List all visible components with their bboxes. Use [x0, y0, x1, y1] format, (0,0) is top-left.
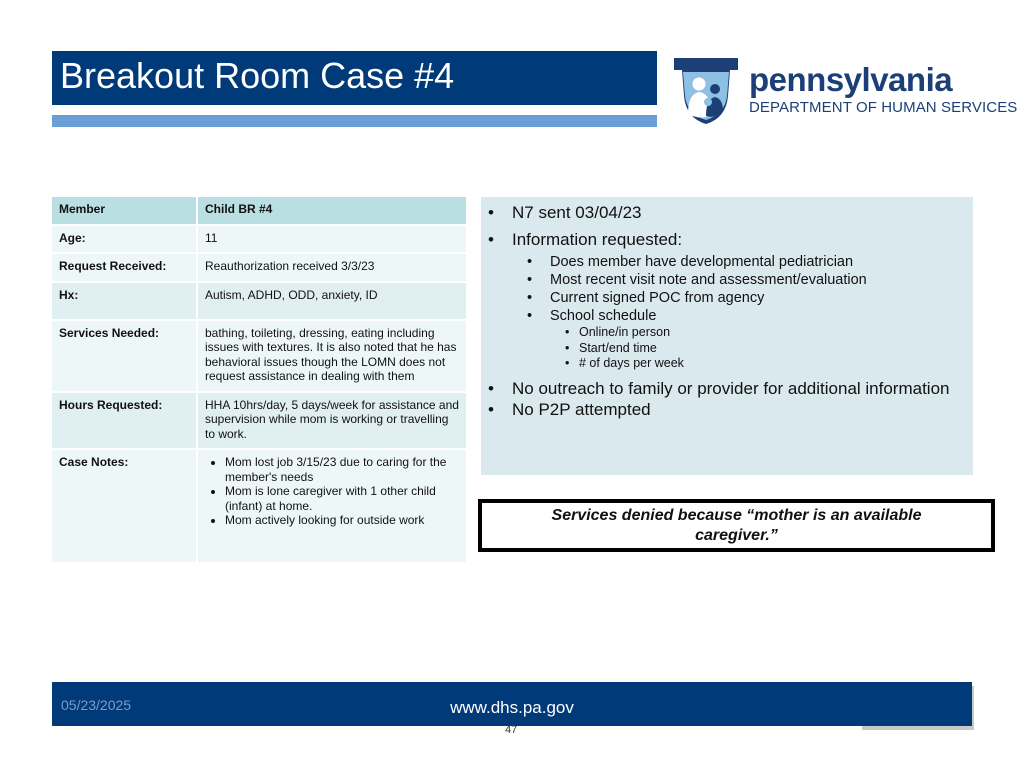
list-item: • # of days per week — [481, 356, 973, 372]
table-row-services-needed — [52, 320, 467, 392]
table-header-row — [52, 197, 467, 225]
row-key: Age: — [52, 225, 197, 254]
list-item: • Mom actively looking for outside work — [225, 513, 459, 528]
row-value: Autism, ADHD, ODD, anxiety, ID — [197, 282, 467, 320]
list-item: • No P2P attempted — [481, 399, 973, 420]
list-item: • No outreach to family or provider for additional information — [481, 378, 973, 399]
member-key: Member — [52, 197, 197, 225]
footer-date: 05/23/2025 — [61, 697, 132, 713]
row-value: 11 — [197, 225, 467, 254]
logo-wordmark: pennsylvania — [749, 61, 953, 98]
table-row-age — [52, 225, 467, 254]
list-item: • Start/end time — [481, 341, 973, 357]
information-panel — [481, 197, 973, 475]
table-row-hours-requested — [52, 392, 467, 450]
member-value: Child BR #4 — [197, 197, 467, 225]
case-notes-list — [205, 455, 459, 528]
denial-callout — [478, 499, 995, 552]
row-value: HHA 10hrs/day, 5 days/week for assistance and supervision while mom is working or travelling to work. — [197, 392, 467, 450]
title-bar — [52, 51, 657, 105]
table-row-case-notes — [52, 449, 467, 563]
table-row-hx — [52, 282, 467, 320]
list-item: • Information requested: — [481, 229, 973, 250]
footer-bar — [52, 682, 972, 726]
case-details-table — [52, 197, 468, 564]
schedule-items-list — [481, 325, 973, 372]
row-key: Hx: — [52, 282, 197, 320]
case-notes-cell — [197, 449, 467, 563]
list-item: • Does member have developmental pediatrician — [481, 253, 973, 271]
row-key: Request Received: — [52, 253, 197, 282]
list-item: • Current signed POC from agency — [481, 289, 973, 307]
list-item: • Mom is lone caregiver with 1 other child (infant) at home. — [225, 484, 459, 513]
info-list — [481, 197, 973, 250]
list-item: • N7 sent 03/04/23 — [481, 202, 973, 223]
pa-dhs-logo — [670, 56, 1018, 128]
row-key: Services Needed: — [52, 320, 197, 392]
footer-url-link[interactable]: www.dhs.pa.gov — [450, 698, 574, 717]
keystone-family-icon — [670, 56, 742, 126]
page-number: 47 — [505, 724, 518, 736]
row-key: Case Notes: — [52, 449, 197, 563]
list-item: • Online/in person — [481, 325, 973, 341]
row-value: Reauthorization received 3/3/23 — [197, 253, 467, 282]
row-key: Hours Requested: — [52, 392, 197, 450]
requested-items-list — [481, 253, 973, 325]
denial-text: Services denied because “mother is an available caregiver.” — [551, 506, 922, 544]
logo-department: DEPARTMENT OF HUMAN SERVICES — [749, 99, 1018, 116]
list-item: • Most recent visit note and assessment/evaluation — [481, 271, 973, 289]
slide-title: Breakout Room Case #4 — [60, 55, 455, 96]
title-underline-bar — [52, 115, 657, 127]
list-item: • School schedule — [481, 307, 973, 325]
row-value: bathing, toileting, dressing, eating including issues with textures. It is also noted that he has behavioral issues though the LOMN does not request assistance in dealing with them — [197, 320, 467, 392]
list-item: • Mom lost job 3/15/23 due to caring for the member's needs — [225, 455, 459, 484]
table-row-request-received — [52, 253, 467, 282]
info-list-bottom — [481, 372, 973, 420]
